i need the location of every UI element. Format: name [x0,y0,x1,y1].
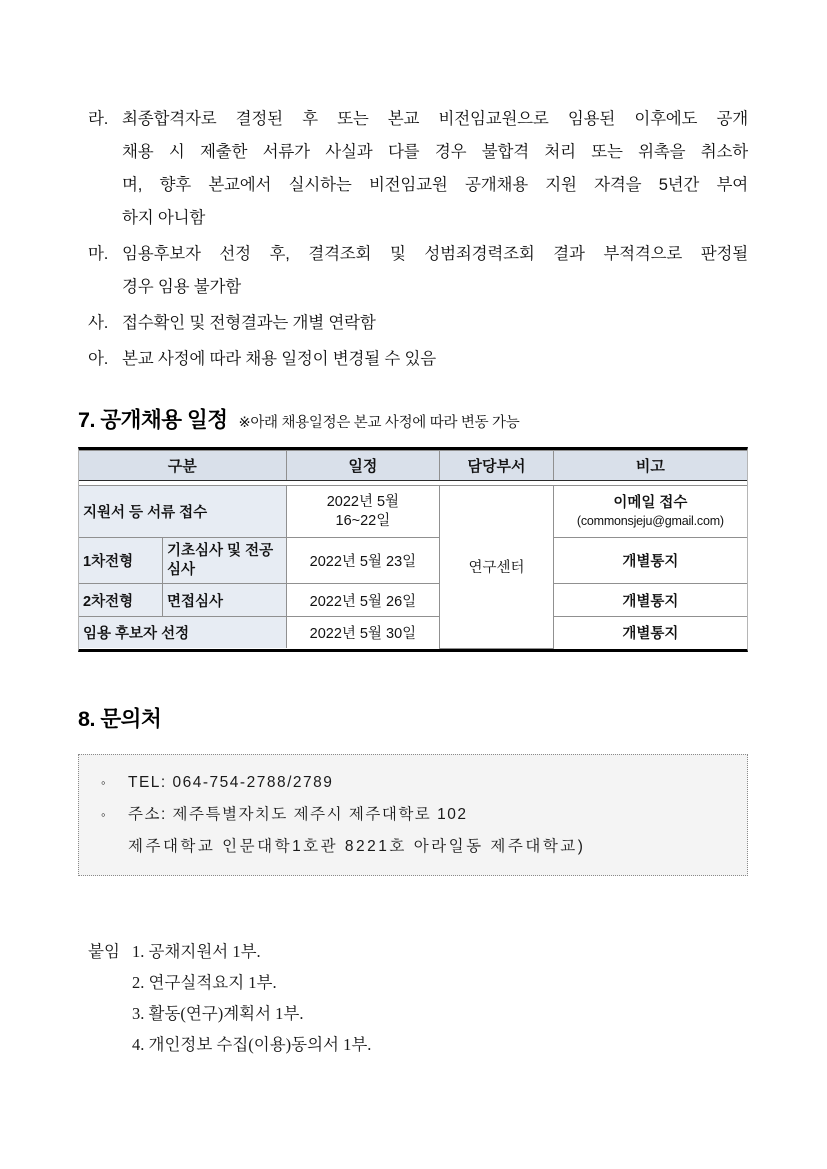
header-schedule: 일정 [286,451,440,481]
note-item-ma [88,238,748,304]
schedule-line: 16~22일 [335,512,391,529]
attachment-row [88,936,748,967]
attachment-item: 1. 공채지원서 1부. [132,941,261,961]
section8-title: 8. 문의처 [78,706,162,731]
attachments-label: 붙임 [88,941,120,961]
contact-address-line [101,799,727,831]
cell-remark: 개별통지 [553,538,747,584]
section7-note: ※아래 채용일정은 본교 사정에 따라 변동 가능 [238,415,520,431]
note-line: 본교 사정에 따라 채용 일정이 변경될 수 있음 [122,350,436,368]
cell-detail: 면접심사 [163,584,287,617]
table-row-final-selection [79,617,747,649]
header-remarks: 비고 [553,451,747,481]
cell-remark: 개별통지 [553,584,747,617]
note-label: 라. [88,110,109,128]
table-row-stage1 [79,538,747,584]
cell-detail: 기초심사 및 전공심사 [163,538,287,584]
header-department: 담당부서 [440,451,554,481]
table-row-stage2 [79,584,747,617]
cell-category: 지원서 등 서류 접수 [79,486,286,538]
cell-stage: 2차전형 [79,584,163,617]
attachment-item: 2. 연구실적요지 1부. [132,972,277,992]
contact-address-2: 제주대학교 인문대학1호관 8221호 아라일동 제주대학교) [128,837,586,855]
schedule-table [79,450,747,649]
cell-department: 연구센터 [440,486,554,649]
cell-stage: 1차전형 [79,538,163,584]
attachments-list [88,936,748,1060]
section8-heading [78,702,748,733]
remark-line: 이메일 접수 [613,494,688,511]
cell-schedule: 2022년 5월 26일 [286,584,440,617]
section7-title: 7. 공개채용 일정 [78,408,228,432]
cell-remark [553,486,747,538]
attachment-row [88,1029,748,1060]
cell-schedule: 2022년 5월 23일 [286,538,440,584]
cell-schedule: 2022년 5월 30일 [286,617,440,649]
contact-tel-line [101,767,727,799]
contact-address: 주소: 제주특별자치도 제주시 제주대학로 102 [128,805,468,823]
note-label: 마. [88,245,109,263]
contact-tel: TEL: 064-754-2788/2789 [128,773,334,791]
note-line: 하지 아니함 [122,209,206,227]
cell-remark: 개별통지 [553,617,747,649]
cell-schedule [286,486,440,538]
note-item-a [88,343,748,376]
note-line: 접수확인 및 전형결과는 개별 연락함 [122,314,376,332]
note-line: 최종합격자로 결정된 후 또는 본교 비전임교원으로 임용된 이후에도 공개 [122,110,748,128]
attachment-row [88,998,748,1029]
note-item-ra [88,103,748,235]
attachment-row [88,967,748,998]
note-label: 아. [88,350,109,368]
bullet-icon: ◦ [101,774,108,790]
header-category: 구분 [79,451,286,481]
notes-list [88,103,748,376]
remark-email: (commonsjeju@gmail.com) [576,513,724,528]
attachment-item: 3. 활동(연구)계획서 1부. [132,1003,304,1023]
contact-address-continued [101,831,727,863]
attachment-item: 4. 개인정보 수집(이용)동의서 1부. [132,1034,372,1054]
bullet-icon: ◦ [101,806,108,822]
schedule-line: 2022년 5월 [326,493,400,510]
contact-info-box [78,754,748,876]
note-line: 임용후보자 선정 후, 결격조회 및 성범죄경력조회 결과 부적격으로 판정될 [122,245,748,263]
section7-heading [78,403,748,434]
cell-category: 임용 후보자 선정 [79,617,286,649]
table-row-application [79,486,747,538]
table-header-row [79,451,747,481]
schedule-table-wrapper [78,447,748,652]
note-item-sa [88,307,748,340]
note-label: 사. [88,314,109,332]
note-line: 채용 시 제출한 서류가 사실과 다를 경우 불합격 처리 또는 위촉을 취소하 [122,143,748,161]
note-line: 경우 임용 불가함 [122,278,241,296]
note-line: 며, 향후 본교에서 실시하는 비전임교원 공개채용 지원 자격을 5년간 부여 [122,176,748,194]
